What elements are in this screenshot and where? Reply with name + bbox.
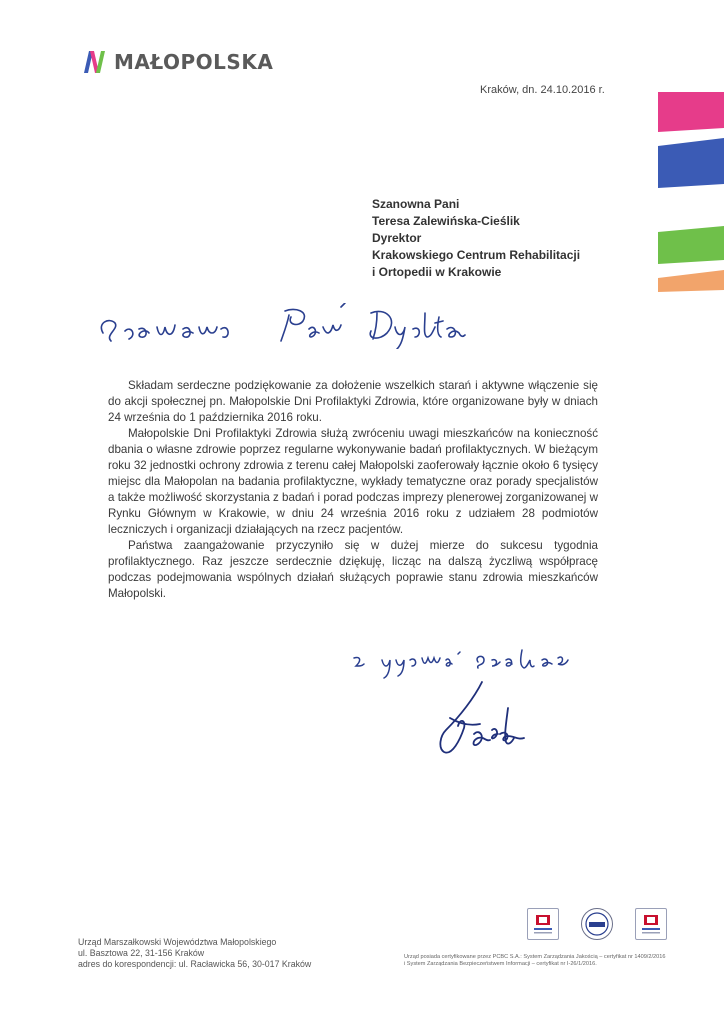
addressee-block [372, 196, 580, 281]
addressee-line: Teresa Zalewińska-Cieślik [372, 214, 520, 228]
letter-date: Kraków, dn. 24.10.2016 r. [480, 84, 605, 96]
footer-address-line: ul. Basztowa 22, 31-156 Kraków [78, 948, 205, 958]
body-paragraph: Składam serdeczne podziękowanie za dołożenie wszelkich starań i aktywne włączenie się do akcji społecznej pn. Małopolskie Dni Profilaktyki Zdrowia, które organizowane były w dniach 24 września do 1 października 2016 roku. [108, 379, 598, 424]
pcbc-quality-cert-icon [527, 908, 559, 940]
malopolska-logo [84, 50, 273, 74]
side-stripes-decoration [658, 92, 724, 292]
certification-note [404, 954, 704, 968]
footer-address [78, 937, 311, 970]
body-paragraph: Małopolskie Dni Profilaktyki Zdrowia służą zwróceniu uwagi mieszkańców na konieczność dbania o własne zdrowie poprzez regularne wykonywanie badań profilaktycznych. W bieżącym roku 32 jednostki ochrony zdrowia z terenu całej Małopolski zaoferowały łącznie około 6 tysięcy miejsc dla Małopolan na badania profilaktyczne, wykłady tematyczne oraz porady specjalistów a także możliwość skorzystania z badań i porad podczas imprezy plenerowej zorganizowanej w Rynku Głównym w Krakowie, w dniu 24 września 2016 roku z udziałem 28 podmiotów leczniczych i organizacji działających na rzecz pacjentów. [108, 427, 598, 536]
certification-logos [527, 908, 667, 940]
addressee-line: Dyrektor [372, 231, 422, 245]
certification-line: i System Zarządzania Bezpieczeństwem Informacji – certyfikat nr I-26/1/2016. [404, 961, 597, 967]
footer-address-line: adres do korespondencji: ul. Racławicka 56, 30-017 Kraków [78, 959, 312, 969]
handwritten-salutation [95, 303, 495, 349]
malopolska-m-icon [84, 51, 110, 73]
logo-text: MAŁOPOLSKA [114, 50, 274, 74]
handwritten-closing [350, 640, 590, 680]
pcbc-security-cert-icon [635, 908, 667, 940]
handwritten-signature [430, 678, 540, 758]
letter-body [108, 378, 598, 602]
addressee-line: Krakowskiego Centrum Rehabilitacji [372, 248, 581, 262]
certification-line: Urząd posiada certyfikowane przez PCBC S.A.: System Zarządzania Jakością – certyfikat nr 1409/2/2016 [404, 954, 666, 960]
body-paragraph: Państwa zaangażowanie przyczyniło się w dużej mierze do sukcesu tygodnia profilaktycznego. Raz jeszcze serdecznie dziękuję, licząc na dalszą życzliwą współpracę podczas podejmowania wspólnych działań służących poprawie stanu zdrowia mieszkańców Małopolski. [108, 539, 598, 600]
addressee-line: i Ortopedii w Krakowie [372, 265, 502, 279]
footer-address-line: Urząd Marszałkowski Województwa Małopolskiego [78, 937, 277, 947]
addressee-line: Szanowna Pani [372, 197, 460, 211]
iqnet-cert-icon [581, 908, 613, 940]
